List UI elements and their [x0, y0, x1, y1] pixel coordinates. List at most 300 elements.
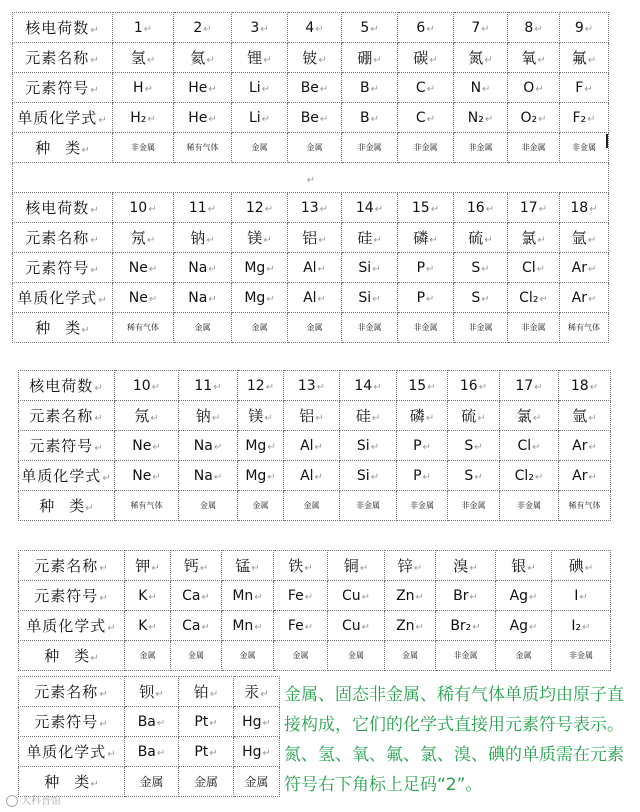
cell-text: 10 — [129, 199, 148, 216]
paragraph-mark-icon: ↵ — [315, 413, 324, 424]
table-row — [19, 611, 611, 641]
paragraph-mark-icon: ↵ — [148, 293, 158, 305]
paragraph-mark-icon: ↵ — [484, 113, 494, 125]
table-cell — [115, 371, 179, 401]
table-cell — [385, 641, 436, 671]
cell-text: P — [416, 259, 426, 276]
table-cell — [454, 223, 508, 253]
cell-text: 溴 — [453, 557, 469, 575]
table-cell — [288, 313, 342, 343]
table-cell — [328, 641, 385, 671]
cell-text: Be — [300, 79, 319, 96]
table-cell — [436, 611, 496, 641]
table-cell — [448, 371, 500, 401]
cell-text: 氟 — [571, 49, 587, 67]
cell-text: 金属 — [306, 143, 323, 152]
cell-text: 4 — [305, 19, 315, 36]
table-cell — [508, 253, 560, 283]
table-cell — [113, 223, 174, 253]
table-cell — [560, 193, 609, 223]
row-label — [13, 103, 113, 133]
table-cell — [232, 193, 288, 223]
cell-text: 16 — [459, 377, 478, 394]
elements-table-common — [18, 550, 611, 671]
watermark — [6, 792, 61, 807]
table-cell — [274, 551, 328, 581]
cell-text: B — [360, 109, 370, 126]
table-cell — [500, 461, 559, 491]
cell-text: 6 — [416, 19, 426, 36]
table-cell — [340, 431, 397, 461]
cell-text: 硅 — [355, 407, 371, 425]
table-cell — [179, 737, 234, 767]
cell-text: S — [464, 437, 474, 454]
paragraph-mark-icon: ↵ — [265, 381, 275, 393]
table-cell — [115, 461, 179, 491]
table-cell — [559, 401, 611, 431]
table-cell — [288, 253, 342, 283]
row-label-text: 元素名称 — [34, 683, 99, 701]
table-cell — [398, 253, 454, 283]
cell-text: Na — [188, 289, 208, 306]
cell-text: 稀有气体 — [568, 323, 600, 332]
cell-text: 8 — [524, 19, 534, 36]
row-label — [19, 641, 125, 671]
cell-text: S — [471, 259, 481, 276]
table-cell — [448, 491, 500, 521]
table-cell — [508, 313, 560, 343]
table-cell — [179, 677, 234, 707]
table-cell — [274, 581, 328, 611]
paragraph-mark-icon: ↵ — [146, 235, 156, 246]
cell-text: Cl — [521, 259, 536, 276]
paragraph-mark-icon: ↵ — [370, 113, 379, 125]
cell-text: Hg — [242, 743, 262, 760]
cell-text: 金属 — [348, 651, 364, 660]
paragraph-mark-icon: ↵ — [588, 471, 597, 483]
cell-text: 氢 — [130, 49, 146, 67]
table-row — [19, 461, 611, 491]
table-cell — [113, 193, 174, 223]
cell-text: 5 — [360, 19, 370, 36]
row-label-text: 单质化学式 — [17, 109, 98, 127]
row-label-text: 种 类 — [44, 647, 90, 665]
cell-text: 铍 — [302, 49, 318, 67]
cell-text: Si — [358, 289, 372, 306]
table-cell — [397, 401, 448, 431]
cell-text: H — [133, 79, 144, 96]
paragraph-mark-icon: ↵ — [263, 55, 272, 66]
table-cell — [179, 461, 238, 491]
paragraph-mark-icon: ↵ — [94, 383, 104, 394]
table-cell — [222, 551, 274, 581]
table-row — [19, 677, 280, 707]
table-cell — [340, 371, 397, 401]
cell-text: Pt — [194, 713, 209, 730]
paragraph-mark-icon: ↵ — [267, 471, 276, 483]
cell-text: Mg — [245, 437, 267, 454]
cell-text: 金属 — [292, 651, 309, 660]
paragraph-mark-icon: ↵ — [484, 55, 493, 66]
table-cell — [342, 13, 398, 43]
paragraph-mark-icon: ↵ — [90, 205, 100, 216]
paragraph-mark-icon: ↵ — [102, 473, 112, 484]
cell-text: 钾 — [135, 557, 151, 575]
paragraph-mark-icon: ↵ — [527, 563, 536, 574]
paragraph-mark-icon: ↵ — [529, 591, 538, 603]
table-cell — [500, 491, 559, 521]
table-cell — [436, 641, 496, 671]
paragraph-mark-icon: ↵ — [316, 381, 326, 393]
cell-text: Na — [193, 437, 213, 454]
table-row — [19, 641, 611, 671]
row-label — [13, 133, 113, 163]
table-cell — [288, 43, 342, 73]
table-row — [19, 491, 611, 521]
paragraph-mark-icon: ↵ — [262, 717, 271, 729]
table-cell — [238, 401, 284, 431]
row-label — [13, 223, 113, 253]
paragraph-mark-icon: ↵ — [413, 563, 423, 574]
row-label-text: 种 类 — [39, 497, 85, 515]
paragraph-mark-icon: ↵ — [314, 471, 323, 483]
cell-text: Cu — [341, 617, 361, 634]
row-label-text: 单质化学式 — [17, 289, 98, 307]
cell-text: 锌 — [397, 557, 413, 575]
table-cell — [238, 461, 284, 491]
paragraph-mark-icon: ↵ — [587, 113, 596, 125]
cell-text: Li — [248, 109, 261, 126]
cell-text: 金属 — [193, 775, 218, 789]
cell-text: 非金属 — [357, 323, 382, 332]
table-cell — [500, 401, 559, 431]
cell-text: 非金属 — [357, 143, 382, 152]
table-cell — [385, 551, 436, 581]
row-label — [19, 461, 115, 491]
table-cell — [398, 73, 454, 103]
table-cell — [174, 13, 232, 43]
table-row — [19, 707, 280, 737]
row-label-text: 单质化学式 — [26, 743, 107, 761]
paragraph-mark-icon: ↵ — [99, 719, 109, 730]
paragraph-mark-icon: ↵ — [373, 55, 382, 66]
table-cell — [232, 73, 288, 103]
cell-text: 铜 — [343, 557, 359, 575]
cell-text: Ca — [182, 587, 201, 604]
paragraph-mark-icon: ↵ — [477, 413, 486, 424]
table-cell — [238, 491, 284, 521]
cell-text: Cl₂ — [519, 289, 539, 306]
table-cell — [288, 133, 342, 163]
cell-text: Ba — [137, 713, 156, 730]
table-cell — [284, 401, 340, 431]
row-label-text: 元素名称 — [29, 407, 94, 425]
paragraph-mark-icon: ↵ — [152, 471, 161, 483]
row-label-text: 元素名称 — [34, 557, 99, 575]
cell-text: 非金属 — [413, 143, 438, 152]
table-row — [13, 223, 609, 253]
table-cell — [234, 677, 280, 707]
cell-text: 镁 — [247, 229, 263, 247]
watermark-text: 大科普馆 — [21, 796, 61, 807]
paragraph-mark-icon: ↵ — [474, 471, 483, 483]
cell-text: C — [415, 79, 426, 96]
cell-text: Ca — [182, 617, 201, 634]
paragraph-mark-icon: ↵ — [370, 83, 379, 95]
table-cell — [508, 223, 560, 253]
paragraph-mark-icon: ↵ — [319, 203, 329, 215]
table-cell — [397, 491, 448, 521]
paragraph-mark-icon: ↵ — [90, 55, 100, 66]
table-cell — [125, 677, 179, 707]
cell-text: Cl₂ — [514, 467, 534, 484]
paragraph-mark-icon: ↵ — [99, 563, 109, 574]
cell-text: 铁 — [288, 557, 304, 575]
row-label — [13, 43, 113, 73]
paragraph-mark-icon: ↵ — [209, 747, 218, 759]
paragraph-mark-icon: ↵ — [304, 621, 314, 633]
paragraph-mark-icon: ↵ — [532, 413, 542, 424]
cell-text: 硼 — [357, 49, 373, 67]
cell-text: Na — [188, 259, 208, 276]
cell-text: 钙 — [183, 557, 199, 575]
table-row — [19, 431, 611, 461]
table-cell — [397, 371, 448, 401]
paragraph-mark-icon: ↵ — [373, 381, 382, 393]
cell-text: 18 — [570, 199, 589, 216]
paragraph-mark-icon: ↵ — [156, 717, 166, 729]
paragraph-mark-icon: ↵ — [208, 293, 217, 305]
table-cell — [342, 43, 398, 73]
cell-text: 金属 — [188, 651, 204, 660]
paragraph-mark-icon: ↵ — [203, 23, 212, 35]
paragraph-mark-icon: ↵ — [90, 25, 100, 36]
table-cell — [113, 133, 174, 163]
paragraph-mark-icon: ↵ — [430, 203, 440, 215]
table-cell — [288, 103, 342, 133]
cell-text: 13 — [297, 377, 316, 394]
table-cell — [171, 641, 222, 671]
row-label — [13, 73, 113, 103]
paragraph-mark-icon: ↵ — [587, 263, 597, 275]
paragraph-mark-icon: ↵ — [319, 83, 329, 95]
table-cell — [448, 401, 500, 431]
cell-text: 2 — [193, 19, 203, 36]
paragraph-mark-icon: ↵ — [148, 203, 157, 215]
paragraph-mark-icon: ↵ — [148, 263, 158, 275]
table-cell — [342, 253, 398, 283]
table-cell — [454, 313, 508, 343]
cell-text: 金属 — [139, 775, 164, 789]
cell-text: K — [138, 587, 148, 604]
paragraph-mark-icon: ↵ — [429, 235, 438, 246]
table-cell — [398, 193, 454, 223]
table-cell — [232, 283, 288, 313]
table-cell — [171, 611, 222, 641]
cell-text: 15 — [411, 199, 430, 216]
paragraph-mark-icon: ↵ — [99, 689, 109, 700]
paragraph-mark-icon: ↵ — [484, 235, 493, 246]
cell-text: 氮 — [468, 49, 484, 67]
cell-text: He — [188, 79, 208, 96]
paragraph-mark-icon: ↵ — [90, 653, 99, 664]
table-cell — [232, 253, 288, 283]
cell-text: Mg — [244, 259, 266, 276]
paragraph-mark-icon: ↵ — [415, 621, 424, 633]
cell-text: 硅 — [357, 229, 373, 247]
cell-text: 金属 — [402, 651, 418, 660]
paragraph-mark-icon: ↵ — [260, 23, 269, 35]
row-label-text: 种 类 — [44, 773, 90, 791]
cell-text: 非金属 — [569, 651, 593, 660]
table-cell — [342, 283, 398, 313]
paragraph-mark-icon: ↵ — [587, 293, 597, 305]
table-cell — [174, 133, 232, 163]
table-cell — [340, 401, 397, 431]
spacer-row — [13, 163, 609, 193]
cell-text: Ba — [137, 743, 156, 760]
cell-text: 稀有气体 — [130, 501, 163, 510]
cell-text: B — [360, 79, 370, 96]
table-cell — [113, 103, 174, 133]
table-cell — [500, 371, 559, 401]
cell-text: F₂ — [572, 109, 587, 126]
cell-text: 铝 — [299, 407, 315, 425]
table-cell — [436, 551, 496, 581]
cell-text: Ar — [571, 289, 587, 306]
cell-text: 金属 — [306, 323, 323, 332]
cell-text: 非金属 — [517, 501, 541, 510]
paragraph-mark-icon: ↵ — [361, 621, 371, 633]
table-row — [13, 163, 609, 193]
cell-text: Fe — [287, 587, 304, 604]
table-cell — [125, 737, 179, 767]
row-label-text: 元素符号 — [34, 713, 99, 731]
paragraph-mark-icon: ↵ — [481, 23, 490, 35]
table-cell — [284, 431, 340, 461]
table-cell — [115, 491, 179, 521]
cell-text: I — [574, 587, 579, 604]
paragraph-mark-icon: ↵ — [208, 83, 217, 95]
row-label-text: 单质化学式 — [21, 467, 102, 485]
table-cell — [342, 223, 398, 253]
cell-text: 非金属 — [410, 501, 434, 510]
cell-text: 12 — [246, 377, 265, 394]
paragraph-mark-icon: ↵ — [209, 689, 219, 700]
paragraph-mark-icon: ↵ — [485, 203, 495, 215]
table-row — [13, 43, 609, 73]
row-label — [13, 283, 113, 313]
cell-text: Ag — [509, 617, 529, 634]
table-cell — [496, 641, 552, 671]
paragraph-mark-icon: ↵ — [426, 293, 435, 305]
paragraph-mark-icon: ↵ — [201, 621, 210, 633]
paragraph-mark-icon: ↵ — [481, 293, 490, 305]
row-label-text: 核电荷数 — [25, 199, 90, 217]
table-cell — [125, 767, 179, 797]
paragraph-mark-icon: ↵ — [422, 441, 431, 453]
cell-text: 稀有气体 — [568, 501, 601, 510]
cell-text: Cu — [341, 587, 361, 604]
table-cell — [238, 371, 284, 401]
table-cell — [508, 103, 560, 133]
table-row — [13, 133, 609, 163]
table-cell — [274, 641, 328, 671]
table-cell — [560, 253, 609, 283]
table-cell — [328, 581, 385, 611]
table-cell — [340, 491, 397, 521]
table-cell — [454, 13, 508, 43]
cell-text: 16 — [466, 199, 485, 216]
cell-text: Pt — [194, 743, 209, 760]
table-cell — [397, 431, 448, 461]
row-label-text: 元素名称 — [25, 229, 90, 247]
cell-text: 氧 — [521, 49, 537, 67]
cell-text: 非金属 — [521, 143, 546, 152]
cell-text: Zn — [396, 587, 415, 604]
cell-text: 14 — [355, 199, 374, 216]
paragraph-mark-icon: ↵ — [317, 293, 326, 305]
table-cell — [448, 431, 500, 461]
paragraph-mark-icon: ↵ — [314, 441, 323, 453]
paragraph-mark-icon: ↵ — [588, 413, 597, 424]
cell-text: 金属 — [244, 775, 269, 789]
table-cell — [179, 491, 238, 521]
table-cell — [397, 461, 448, 491]
cell-text: 钡 — [139, 683, 155, 701]
paragraph-mark-icon: ↵ — [304, 591, 314, 603]
paragraph-mark-icon: ↵ — [426, 83, 436, 95]
cell-text: Hg — [242, 713, 262, 730]
note-text: 金属、固态非金属、稀有气体单质均由原子直接构成，它们的化学式直接用元素符号表示。氮、氢、氧、氟、氯、溴、碘的单质需在元素符号右下角标上足码“2”。 — [284, 685, 624, 795]
table-cell — [508, 73, 560, 103]
paragraph-mark-icon: ↵ — [261, 83, 271, 95]
cell-text: 9 — [574, 19, 584, 36]
row-label-text: 核电荷数 — [29, 377, 94, 395]
table-cell — [560, 13, 609, 43]
paragraph-mark-icon: ↵ — [374, 203, 384, 215]
cell-text: P — [413, 437, 422, 454]
table-cell — [234, 707, 280, 737]
paragraph-mark-icon: ↵ — [85, 503, 94, 514]
paragraph-mark-icon: ↵ — [532, 441, 541, 453]
paragraph-mark-icon: ↵ — [148, 591, 157, 603]
cell-text: 非金属 — [453, 651, 478, 660]
paragraph-mark-icon: ↵ — [426, 113, 436, 125]
paragraph-mark-icon: ↵ — [90, 265, 100, 276]
cell-text: 12 — [245, 199, 264, 216]
cell-text: 非金属 — [468, 143, 493, 152]
paragraph-mark-icon: ↵ — [251, 563, 260, 574]
paragraph-mark-icon: ↵ — [426, 23, 435, 35]
table-cell — [454, 283, 508, 313]
cell-text: N₂ — [467, 109, 484, 126]
table-row — [13, 313, 609, 343]
table-cell — [454, 103, 508, 133]
cell-text: Li — [248, 79, 261, 96]
paragraph-mark-icon: ↵ — [469, 563, 478, 574]
table-cell — [232, 13, 288, 43]
row-label — [13, 193, 113, 223]
row-label-text: 元素符号 — [25, 259, 90, 277]
cell-text: 15 — [408, 377, 427, 394]
cell-text: 10 — [132, 377, 151, 394]
table-cell — [398, 223, 454, 253]
paragraph-mark-icon: ↵ — [81, 325, 90, 336]
table-cell — [552, 581, 611, 611]
row-label — [19, 551, 125, 581]
cell-text: 碳 — [413, 49, 429, 67]
